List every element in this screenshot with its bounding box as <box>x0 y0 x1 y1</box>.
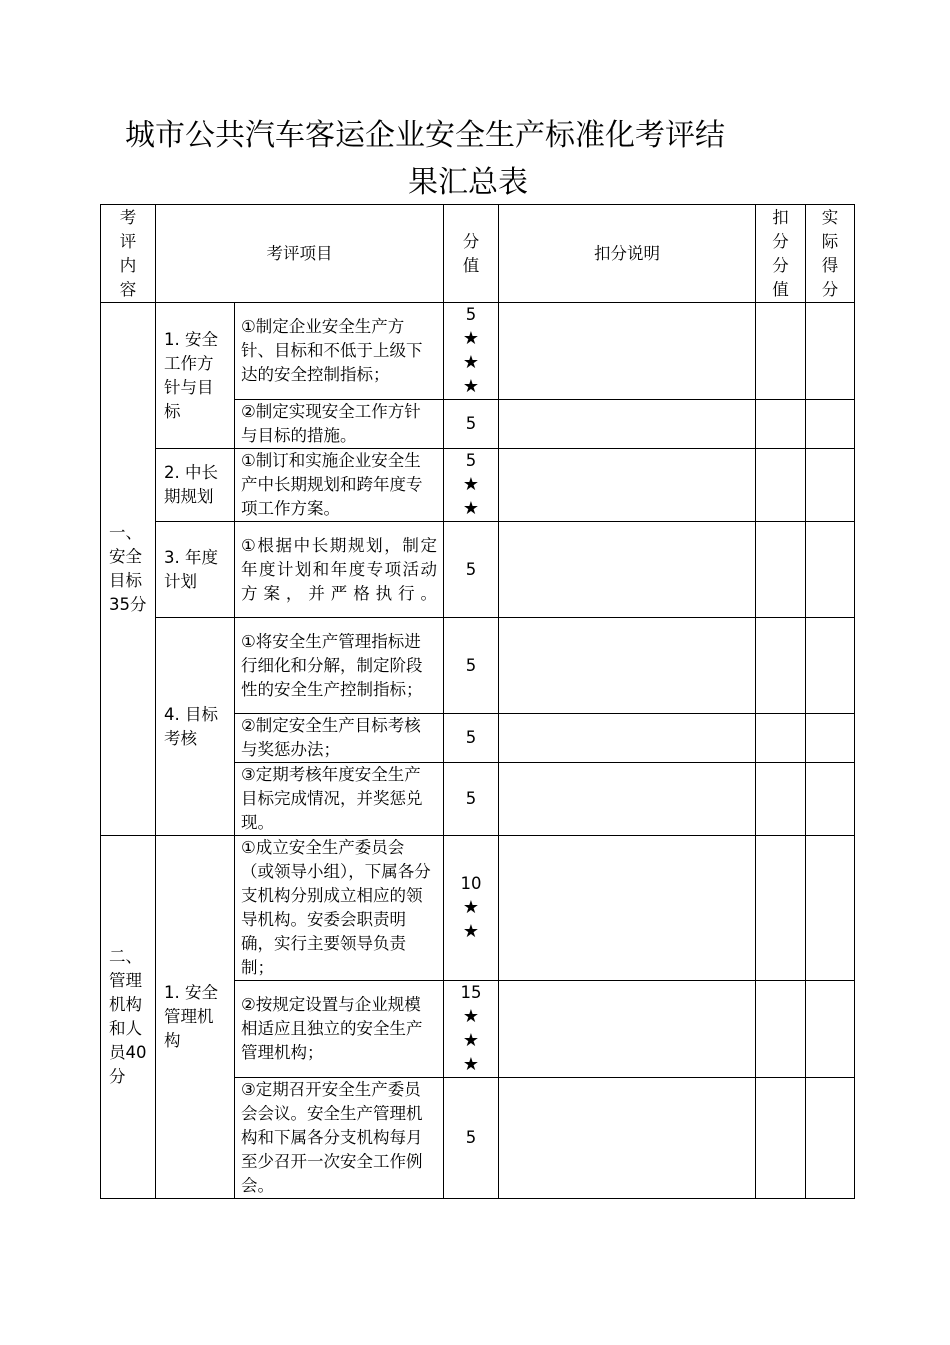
score-cell: 5 <box>444 763 499 836</box>
actual-score-cell[interactable] <box>806 303 855 400</box>
table-row <box>101 449 855 522</box>
deduction-cell[interactable] <box>756 522 806 618</box>
deduction-cell[interactable] <box>756 449 806 522</box>
score-cell: 5 ★★★ <box>444 303 499 400</box>
item-description: ②制定安全生产目标考核与奖惩办法； <box>235 714 444 763</box>
actual-score-cell[interactable] <box>806 836 855 981</box>
item-description: ①制订和实施企业安全生产中长期规划和跨年度专项工作方案。 <box>235 449 444 522</box>
deduction-cell[interactable] <box>756 763 806 836</box>
deduction-cell[interactable] <box>756 836 806 981</box>
score-cell: 5 <box>444 522 499 618</box>
deduction-cell[interactable] <box>756 303 806 400</box>
item-description: ①成立安全生产委员会（或领导小组），下属各分支机构分别成立相应的领导机构。安委会职责明确，实行主要领导负责制； <box>235 836 444 981</box>
group-label: 2. 中长期规划 <box>156 449 235 522</box>
item-description: ①根据中长期规划，制定年度计划和年度专项活动方案，并严格执行。 <box>235 522 444 618</box>
actual-score-cell[interactable] <box>806 522 855 618</box>
score-cell: 5 <box>444 400 499 449</box>
deduction-cell[interactable] <box>756 1078 806 1199</box>
score-cell: 5 <box>444 1078 499 1199</box>
item-description: ③定期考核年度安全生产目标完成情况，并奖惩兑现。 <box>235 763 444 836</box>
header-explanation: 扣分说明 <box>499 205 756 303</box>
explanation-cell[interactable] <box>499 618 756 714</box>
deduction-cell[interactable] <box>756 618 806 714</box>
group-label: 1. 安全工作方针与目标 <box>156 303 235 449</box>
group-label: 3. 年度计划 <box>156 522 235 618</box>
star-icon: ★★★ <box>462 1006 480 1075</box>
table-row <box>101 618 855 714</box>
explanation-cell[interactable] <box>499 522 756 618</box>
explanation-cell[interactable] <box>499 981 756 1078</box>
explanation-cell[interactable] <box>499 303 756 400</box>
actual-score-cell[interactable] <box>806 981 855 1078</box>
item-description: ③定期召开安全生产委员会会议。安全生产管理机构和下属各分支机构每月至少召开一次安全工作例会。 <box>235 1078 444 1199</box>
item-description: ②按规定设置与企业规模相适应且独立的安全生产管理机构； <box>235 981 444 1078</box>
header-row <box>101 205 855 303</box>
explanation-cell[interactable] <box>499 836 756 981</box>
header-project: 考评项目 <box>156 205 444 303</box>
explanation-cell[interactable] <box>499 714 756 763</box>
item-description: ②制定实现安全工作方针与目标的措施。 <box>235 400 444 449</box>
group-label: 4. 目标考核 <box>156 618 235 836</box>
score-cell: 5 ★★ <box>444 449 499 522</box>
explanation-cell[interactable] <box>499 400 756 449</box>
star-icon: ★★ <box>462 474 480 519</box>
score-cell: 5 <box>444 714 499 763</box>
actual-score-cell[interactable] <box>806 763 855 836</box>
score-cell: 10 ★★ <box>444 836 499 981</box>
section-label: 二、管理机构和人员40分 <box>101 836 156 1199</box>
deduction-cell[interactable] <box>756 981 806 1078</box>
star-icon: ★★ <box>462 897 480 942</box>
item-description: ①将安全生产管理指标进行细化和分解，制定阶段性的安全生产控制指标； <box>235 618 444 714</box>
header-deduction: 扣分分值 <box>756 205 806 303</box>
actual-score-cell[interactable] <box>806 714 855 763</box>
group-label: 1. 安全管理机构 <box>156 836 235 1199</box>
explanation-cell[interactable] <box>499 763 756 836</box>
score-cell: 5 <box>444 618 499 714</box>
header-actual: 实际得分 <box>806 205 855 303</box>
actual-score-cell[interactable] <box>806 449 855 522</box>
explanation-cell[interactable] <box>499 1078 756 1199</box>
deduction-cell[interactable] <box>756 714 806 763</box>
item-description: ①制定企业安全生产方针、目标和不低于上级下达的安全控制指标； <box>235 303 444 400</box>
table-row <box>101 836 855 981</box>
explanation-cell[interactable] <box>499 449 756 522</box>
section-label: 一、安全目标35分 <box>101 303 156 836</box>
header-score: 分值 <box>444 205 499 303</box>
score-cell: 15 ★★★ <box>444 981 499 1078</box>
actual-score-cell[interactable] <box>806 618 855 714</box>
deduction-cell[interactable] <box>756 400 806 449</box>
actual-score-cell[interactable] <box>806 400 855 449</box>
page-title: 城市公共汽车客运企业安全生产标准化考评结 <box>125 118 725 153</box>
actual-score-cell[interactable] <box>806 1078 855 1199</box>
table-row <box>101 303 855 400</box>
page-title-continued: 果汇总表 <box>408 165 528 200</box>
header-content: 考评内容 <box>101 205 156 303</box>
table-row <box>101 522 855 618</box>
evaluation-table <box>100 204 855 1199</box>
star-icon: ★★★ <box>462 328 480 397</box>
